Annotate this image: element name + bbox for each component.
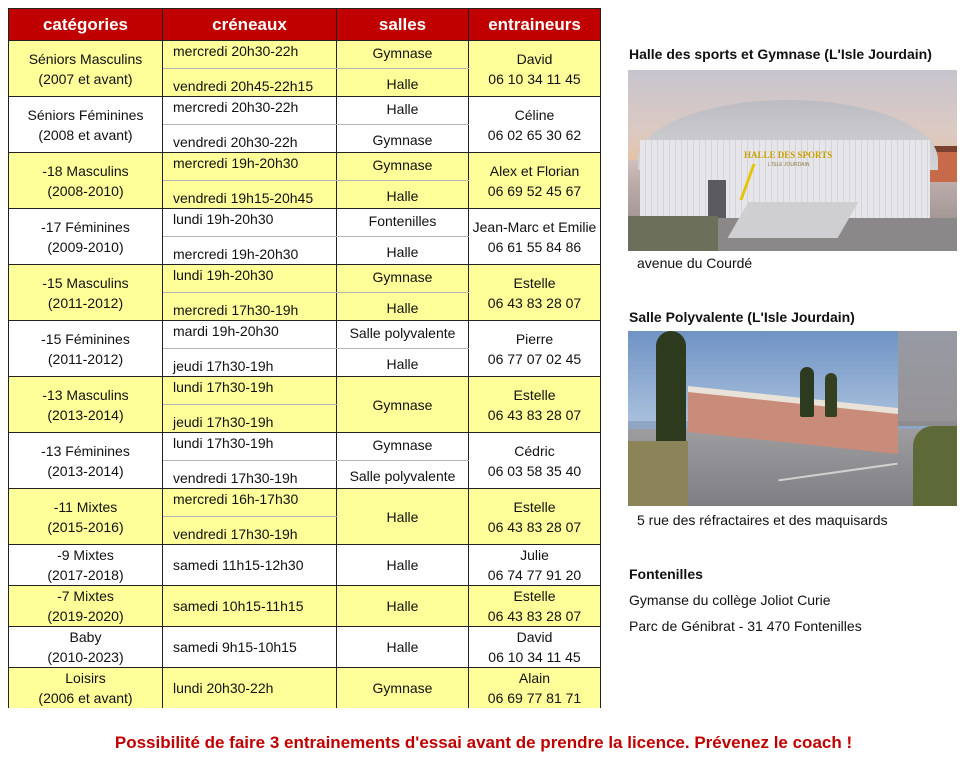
category-line: (2015-2016) — [47, 518, 124, 535]
room-cell: Halle — [337, 69, 469, 97]
table-row — [9, 265, 601, 293]
table-row — [9, 377, 601, 405]
table-row — [9, 489, 601, 517]
category-line: -11 Mixtes — [53, 498, 118, 515]
category-cell — [9, 209, 163, 265]
category-line: Baby — [69, 629, 102, 645]
category-cell — [9, 321, 163, 377]
coach-cell — [469, 433, 601, 489]
category-line: -18 Masculins — [42, 162, 129, 179]
room-cell: Halle — [337, 586, 469, 627]
slot-cell: vendredi 17h30-19h — [163, 517, 337, 545]
category-cell — [9, 668, 163, 709]
coach-line: 06 43 83 28 07 — [487, 608, 582, 624]
room-cell: Gymnase — [337, 433, 469, 461]
category-line: (2013-2014) — [47, 462, 124, 479]
room-cell: Gymnase — [337, 265, 469, 293]
category-line: -17 Féminines — [41, 218, 130, 235]
room-cell: Gymnase — [337, 41, 469, 69]
room-cell: Halle — [337, 181, 469, 209]
category-line: -7 Mixtes — [57, 588, 114, 604]
slot-cell: samedi 9h15-10h15 — [163, 627, 337, 668]
coach-line: 06 74 77 91 20 — [487, 567, 582, 583]
slot-cell: vendredi 20h30-22h — [163, 125, 337, 153]
category-cell — [9, 489, 163, 545]
coach-cell — [469, 265, 601, 321]
coach-line: 06 61 55 84 86 — [487, 238, 582, 255]
room-cell: Halle — [337, 489, 469, 545]
coach-line: Alain — [518, 670, 551, 686]
slot-cell: vendredi 17h30-19h — [163, 461, 337, 489]
category-line: -15 Féminines — [41, 330, 130, 347]
category-line: Séniors Féminines — [27, 106, 144, 123]
venue-address-halle: avenue du Courdé — [637, 255, 753, 271]
slot-cell: vendredi 19h15-20h45 — [163, 181, 337, 209]
slot-cell: mercredi 20h30-22h — [163, 97, 337, 125]
room-cell: Fontenilles — [337, 209, 469, 237]
category-line: Loisirs — [65, 670, 106, 686]
category-line: (2011-2012) — [47, 350, 124, 367]
venue-line-fontenilles-1: Gymanse du collège Joliot Curie — [629, 592, 831, 608]
photo-salle-polyvalente — [628, 331, 957, 506]
photo-pavement — [728, 202, 859, 238]
slot-cell: lundi 19h-20h30 — [163, 265, 337, 293]
category-cell — [9, 153, 163, 209]
slot-cell: vendredi 20h45-22h15 — [163, 69, 337, 97]
header-row — [9, 9, 601, 41]
schedule-table — [8, 8, 601, 708]
coach-line: 06 69 52 45 67 — [487, 182, 582, 199]
category-cell — [9, 377, 163, 433]
room-cell: Halle — [337, 293, 469, 321]
coach-line: David — [516, 629, 553, 645]
category-cell — [9, 433, 163, 489]
venue-title-halle: Halle des sports et Gymnase (L'Isle Jourdain) — [629, 46, 932, 62]
coach-cell — [469, 41, 601, 97]
photo-hedge — [913, 426, 957, 506]
photo-sign-sub: L'ISLE JOURDAIN — [768, 162, 810, 168]
slot-cell: mardi 19h-20h30 — [163, 321, 337, 349]
room-cell: Gymnase — [337, 125, 469, 153]
category-line: (2008 et avant) — [38, 126, 133, 143]
category-cell — [9, 545, 163, 586]
slot-cell: mercredi 20h30-22h — [163, 41, 337, 69]
coach-line: 06 43 83 28 07 — [487, 406, 582, 423]
venue-line-fontenilles-2: Parc de Génibrat - 31 470 Fontenilles — [629, 618, 862, 634]
category-line: (2008-2010) — [47, 182, 124, 199]
coach-cell — [469, 377, 601, 433]
coach-line: 06 10 34 11 45 — [488, 70, 581, 87]
category-line: -13 Féminines — [41, 442, 130, 459]
slot-cell: jeudi 17h30-19h — [163, 349, 337, 377]
category-line: (2010-2023) — [47, 649, 124, 665]
header-categories: catégories — [9, 9, 163, 41]
table-row — [9, 41, 601, 69]
coach-line: 06 43 83 28 07 — [487, 294, 582, 311]
coach-line: 06 77 07 02 45 — [487, 350, 582, 367]
category-line: (2019-2020) — [47, 608, 124, 624]
category-line: Séniors Masculins — [28, 50, 143, 67]
header-slots: créneaux — [163, 9, 337, 41]
coach-cell — [469, 545, 601, 586]
slot-cell: samedi 11h15-12h30 — [163, 545, 337, 586]
coach-cell — [469, 627, 601, 668]
category-cell — [9, 586, 163, 627]
table-row — [9, 97, 601, 125]
photo-grass — [628, 441, 688, 506]
table-row — [9, 209, 601, 237]
slot-cell: mercredi 19h-20h30 — [163, 237, 337, 265]
header-rooms: salles — [337, 9, 469, 41]
slot-cell: lundi 17h30-19h — [163, 377, 337, 405]
category-line: (2017-2018) — [47, 567, 124, 583]
coach-line: Julie — [520, 547, 549, 563]
slot-cell: mercredi 16h-17h30 — [163, 489, 337, 517]
table-row — [9, 153, 601, 181]
coach-cell — [469, 489, 601, 545]
category-line: -9 Mixtes — [57, 547, 114, 563]
coach-cell — [469, 153, 601, 209]
category-line: (2007 et avant) — [38, 70, 133, 87]
room-cell: Gymnase — [337, 153, 469, 181]
slot-cell: samedi 10h15-11h15 — [163, 586, 337, 627]
trial-note: Possibilité de faire 3 entrainements d'essai avant de prendre la licence. Prévenez le coach ! — [114, 733, 853, 752]
photo-bare-trees — [898, 331, 957, 426]
category-line: (2011-2012) — [47, 294, 124, 311]
coach-line: Alex et Florian — [489, 162, 580, 179]
category-cell — [9, 97, 163, 153]
header-coaches: entraineurs — [469, 9, 601, 41]
room-cell: Halle — [337, 97, 469, 125]
slot-cell: jeudi 17h30-19h — [163, 405, 337, 433]
coach-cell — [469, 668, 601, 709]
room-cell: Halle — [337, 545, 469, 586]
coach-line: Estelle — [513, 386, 556, 403]
coach-line: Estelle — [513, 498, 556, 515]
slot-cell: lundi 19h-20h30 — [163, 209, 337, 237]
coach-cell — [469, 209, 601, 265]
photo-halle-des-sports — [628, 70, 957, 251]
coach-line: David — [516, 50, 553, 67]
photo-sign: HALLE DES SPORTS — [744, 150, 833, 160]
room-cell: Gymnase — [337, 668, 469, 709]
photo-cypress-tree — [656, 331, 686, 451]
category-line: -15 Masculins — [42, 274, 129, 291]
category-cell — [9, 41, 163, 97]
coach-cell — [469, 586, 601, 627]
category-line: -13 Masculins — [42, 386, 129, 403]
venue-title-fontenilles: Fontenilles — [629, 566, 703, 582]
coach-line: 06 03 58 35 40 — [487, 462, 582, 479]
venue-address-salle: 5 rue des réfractaires et des maquisards — [637, 512, 888, 528]
photo-grass — [628, 216, 718, 251]
coach-line: 06 02 65 30 62 — [487, 126, 582, 143]
slot-cell: mercredi 19h-20h30 — [163, 153, 337, 181]
category-cell — [9, 265, 163, 321]
slot-cell: lundi 20h30-22h — [163, 668, 337, 709]
photo-door — [708, 180, 726, 218]
photo-cypress-tree — [800, 367, 814, 417]
room-cell: Halle — [337, 237, 469, 265]
coach-line: Céline — [514, 106, 555, 123]
coach-line: Cédric — [514, 442, 555, 459]
coach-line: 06 69 77 81 71 — [487, 690, 582, 706]
venue-title-salle: Salle Polyvalente (L'Isle Jourdain) — [629, 309, 855, 325]
coach-cell — [469, 321, 601, 377]
photo-cypress-tree — [825, 373, 837, 417]
coach-line: Jean-Marc et Emilie — [472, 218, 597, 235]
room-cell: Gymnase — [337, 377, 469, 433]
category-line: (2009-2010) — [47, 238, 124, 255]
coach-line: 06 43 83 28 07 — [487, 518, 582, 535]
room-cell: Salle polyvalente — [337, 461, 469, 489]
coach-cell — [469, 97, 601, 153]
coach-line: Pierre — [515, 330, 554, 347]
schedule-body — [9, 41, 601, 709]
coach-line: Estelle — [513, 588, 556, 604]
slot-cell: lundi 17h30-19h — [163, 433, 337, 461]
room-cell: Halle — [337, 349, 469, 377]
coach-line: 06 10 34 11 45 — [488, 649, 581, 665]
category-line: (2006 et avant) — [38, 690, 133, 706]
category-line: (2013-2014) — [47, 406, 124, 423]
room-cell: Halle — [337, 627, 469, 668]
room-cell: Salle polyvalente — [337, 321, 469, 349]
category-cell — [9, 627, 163, 668]
slot-cell: mercredi 17h30-19h — [163, 293, 337, 321]
coach-line: Estelle — [513, 274, 556, 291]
table-row — [9, 321, 601, 349]
table-row — [9, 433, 601, 461]
